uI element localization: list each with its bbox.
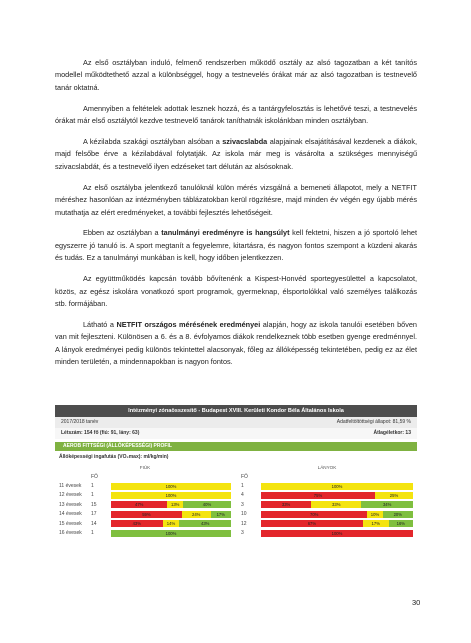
count-value: 3 xyxy=(241,501,244,508)
boys-rows xyxy=(59,481,231,537)
bar-segment-green: 43% xyxy=(179,520,231,527)
boys-row xyxy=(59,528,231,537)
paragraph xyxy=(55,182,417,219)
report-meta-row-2 xyxy=(55,428,417,439)
bar-segment-yellow: 100% xyxy=(111,492,231,499)
text-segment: Ebben az osztályban a xyxy=(83,228,162,238)
girls-row xyxy=(241,481,413,490)
boys-row xyxy=(59,500,231,509)
report-average-age: Átlagéletkor: 13 xyxy=(373,430,411,436)
netfit-report xyxy=(55,405,417,563)
boys-row xyxy=(59,519,231,528)
count-value: 15 xyxy=(91,501,97,508)
age-label: 15 évesek xyxy=(59,520,82,527)
stacked-bar xyxy=(111,501,231,508)
stacked-bar xyxy=(111,511,231,518)
girls-row xyxy=(241,528,413,537)
count-value: 3 xyxy=(241,530,244,537)
age-label: 13 évesek xyxy=(59,501,82,508)
stacked-bar xyxy=(261,530,413,537)
bar-segment-green: 17% xyxy=(211,511,231,518)
bar-segment-green: 34% xyxy=(361,501,413,508)
page-number: 30 xyxy=(412,598,421,607)
stacked-bar xyxy=(111,530,231,537)
bar-segment-yellow: 25% xyxy=(375,492,413,499)
stacked-bar xyxy=(111,492,231,499)
text-segment: kell fektetni, hiszen a jó sportoló lehet egyszerre jó tanuló is. A sport megtanít a fegyelemre, kitartásra, és nagyon fontos szempont a küzdeni akarás és tudás. Ez a tanulmányi munkában is kell, hogy időben jelentkezzen. xyxy=(55,228,418,263)
stacked-bar xyxy=(261,511,413,518)
report-meta-row-1 xyxy=(55,417,417,428)
report-data-status: Adatfeltöltöttségi állapot: 81,59 % xyxy=(336,419,411,425)
bar-segment-red: 43% xyxy=(111,520,163,527)
girls-row xyxy=(241,519,413,528)
count-value: 1 xyxy=(91,492,94,499)
bar-segment-yellow: 24% xyxy=(182,511,211,518)
text-segment: Az együttműködés kapcsán tovább bővítenénk a Kispest-Honvéd sportegyesülettel a kapcsolatot, közös, az egész iskolára vonatkozó sport programok, gyermeknap, élsportolókkal való személyes találkozás stb. formájában. xyxy=(55,274,417,308)
bold-text: szivacslabda xyxy=(222,137,268,147)
bold-text: NETFIT országos mérésének eredményei xyxy=(116,319,261,329)
bar-segment-red: 75% xyxy=(261,492,375,499)
boys-row xyxy=(59,510,231,519)
count-value: 14 xyxy=(91,520,97,527)
paragraph xyxy=(55,227,417,264)
girls-column xyxy=(241,463,413,538)
text-segment: Amennyiben a feltételek adottak lesznek hozzá, és a tantárgyfelosztás is lehetővé teszi, a testnevelés órákat már első osztálytól kezdve testnevelő tanárok taníthatnák iskolánkban minden osztályban. xyxy=(55,103,417,126)
bar-segment-yellow: 100% xyxy=(111,483,231,490)
bar-segment-green: 20% xyxy=(383,511,413,518)
text-segment: alapjainak elsajátításával kezdenek a diákok, majd felsőbe érve a kézilabdával folytatják. Az iskola már meg is vásárolta a szükséges mennyiségű szivacslabdát, és a testnevelő ilyen edzéseket tart délután az alsósoknak. xyxy=(55,137,417,171)
paragraph xyxy=(55,319,417,369)
age-label: 14 évesek xyxy=(59,511,82,518)
stacked-bar xyxy=(261,520,413,527)
bar-segment-yellow: 100% xyxy=(261,483,413,490)
boys-count-header: FŐ xyxy=(91,473,98,480)
girls-header-row xyxy=(241,472,413,481)
age-label: 16 évesek xyxy=(59,530,82,537)
stacked-bar xyxy=(261,483,413,490)
age-label: 11 évesek xyxy=(59,483,82,490)
bar-segment-red: 70% xyxy=(261,511,367,518)
paragraph xyxy=(55,103,417,128)
count-value: 4 xyxy=(241,492,244,499)
stacked-bar xyxy=(111,483,231,490)
text-segment: A kézilabda szakági osztályban alsóban a xyxy=(83,137,223,147)
bar-segment-yellow: 33% xyxy=(311,501,361,508)
stacked-bar xyxy=(261,501,413,508)
bar-segment-red: 33% xyxy=(261,501,311,508)
bar-segment-green: 40% xyxy=(183,501,231,508)
paragraph xyxy=(55,273,417,310)
count-value: 1 xyxy=(91,483,94,490)
boys-label: FIÚK xyxy=(139,465,151,470)
bold-text: tanulmányi eredményre is hangsúlyt xyxy=(161,228,290,238)
report-year: 2017/2018 tanév xyxy=(61,419,99,425)
bar-segment-yellow: 14% xyxy=(163,520,180,527)
count-value: 1 xyxy=(241,483,244,490)
report-columns xyxy=(55,463,417,538)
bar-segment-red: 100% xyxy=(261,530,413,537)
bar-segment-red: 59% xyxy=(111,511,182,518)
text-segment: alapján, hogy az iskola tanulói esetében bőven van mit fejleszteni. Különösen a 6. és a 8. évfolyamos diákok rendelkeznek több esetben gyenge eredménnyel. A lányok eredményei pedig különös tekintettel alacsonyak, főleg az állóképesség tekintetében, pedig ez az élet minden területén, a mindennapokban is nagyon fontos. xyxy=(55,319,417,367)
bar-segment-green: 16% xyxy=(389,520,413,527)
bar-segment-yellow: 13% xyxy=(167,501,183,508)
bar-segment-yellow: 10% xyxy=(367,511,382,518)
age-label: 12 évesek xyxy=(59,492,82,499)
text-segment: Az első osztályban induló, felmenő rendszerben működő osztály az alsó tagozatban a két tanítós modellel működtethető azzal a különbséggel, hogy a testnevelés órákat már az alsó tagozatban is testnevelő tanár oktatná. xyxy=(55,58,417,92)
boys-row xyxy=(59,481,231,490)
bar-segment-red: 47% xyxy=(111,501,167,508)
girls-row xyxy=(241,491,413,500)
boys-row xyxy=(59,491,231,500)
text-segment: Az első osztályba jelentkező tanulóknál külön mérés vizsgálná a bemeneti állapotot, mely a NETFIT méréshez hasonlóan az intézményben táblázatokban kerül rögzítésre, majd minden év végén egy újabb mérés mutathatja az elért eredményeket, a további fejlesztés lehetőségeit. xyxy=(55,182,417,217)
report-section-title: AEROB FITTSÉGI (ÁLLÓKÉPESSÉGI) PROFIL xyxy=(55,442,417,451)
count-value: 10 xyxy=(241,511,247,518)
body-text xyxy=(55,57,417,377)
boys-column xyxy=(59,463,231,538)
count-value: 17 xyxy=(91,511,97,518)
girls-label: LÁNYOK xyxy=(317,465,337,470)
girls-count-header: FŐ xyxy=(241,473,248,480)
bar-segment-yellow: 17% xyxy=(363,520,389,527)
paragraph xyxy=(55,136,417,173)
boys-header-row xyxy=(59,472,231,481)
text-segment: Látható a xyxy=(83,319,117,329)
report-header: Intézményi zónaösszesítő - Budapest XVIII. Kerületi Kondor Béla Általános Iskola xyxy=(55,405,417,417)
count-value: 12 xyxy=(241,520,247,527)
paragraph xyxy=(55,57,417,94)
stacked-bar xyxy=(261,492,413,499)
report-metric-title: Állóképességi ingafutás (VO₂max): ml/kg/min) xyxy=(59,454,169,460)
stacked-bar xyxy=(111,520,231,527)
girls-row xyxy=(241,500,413,509)
bar-segment-green: 100% xyxy=(111,530,231,537)
bar-segment-red: 67% xyxy=(261,520,363,527)
girls-row xyxy=(241,510,413,519)
girls-rows xyxy=(241,481,413,537)
count-value: 1 xyxy=(91,530,94,537)
report-headcount: Létszám: 154 fő (fiú: 91, lány: 63) xyxy=(61,430,140,436)
